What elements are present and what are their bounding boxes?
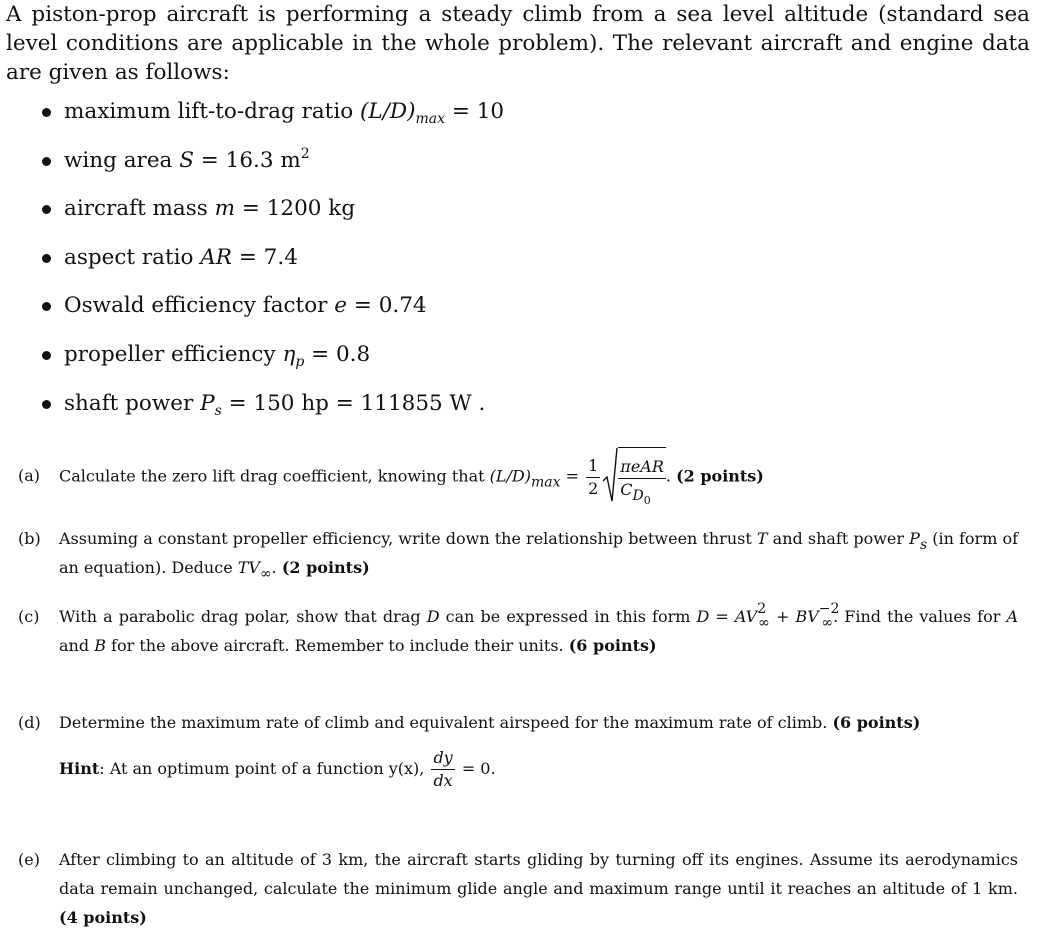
data-list <box>6 97 1030 437</box>
question-b: (b) Assuming a constant propeller efficiency, write down the relationship between thrust T and shaft power $P_s$ (in form of an equation). Deduce $TV_\infty$. (2 points) <box>18 529 1019 582</box>
bullet-icon <box>42 108 51 117</box>
list-item: wing area S = 16.3 $m^2$ <box>6 146 1030 195</box>
question-a: (a) Calculate the zero lift drag coefficient, knowing that $(L/D)_{max}$ = $\frac{1}{2}$ $\frac{\text{πeAR}}{C_{D0}}$ . (2 points) <box>18 447 1018 507</box>
bullet-icon <box>42 254 51 263</box>
fraction-half: $\frac{1}{2}$ <box>588 455 599 498</box>
list-item: Oswald efficiency factor e = 0.74 <box>6 291 1030 340</box>
list-item: shaft power $P_s = 150$ hp = 111855 W . <box>6 389 1030 438</box>
hint-line: Hint: At an optimum point of a function y(x), $\frac{dy}{dx}$ = 0. <box>59 748 496 790</box>
sqrt-expression: $\frac{\text{πeAR}}{C_{D0}}$ <box>602 447 666 507</box>
list-item: maximum lift-to-drag ratio $(L/D)_{max} = 10$ <box>6 97 1030 146</box>
list-item: aircraft mass m = 1200 kg <box>6 194 1030 243</box>
question-d: (d) Determine the maximum rate of climb and equivalent airspeed for the maximum rate of climb. (6 points) Hint: At an optimum point of a function y(x), $\frac{dy}{dx}$ = 0. <box>18 708 1018 792</box>
bullet-icon <box>42 351 51 360</box>
bullet-icon <box>42 157 51 166</box>
bullet-icon <box>42 302 51 311</box>
problem-page <box>6 0 1030 437</box>
list-item: aspect ratio AR = 7.4 <box>6 243 1030 292</box>
list-item: propeller efficiency $\eta_p = 0.8$ <box>6 340 1030 389</box>
radical-icon <box>602 447 618 503</box>
bullet-icon <box>42 205 51 214</box>
derivative-fraction: $\frac{dy}{dx}$ <box>433 748 453 790</box>
intro-paragraph: A piston-prop aircraft is performing a steady climb from a sea level altitude (standard sea level conditions are applicable in the whole problem). The relevant aircraft and engine data are given as follows: <box>6 2 1030 85</box>
bullet-icon <box>42 400 51 409</box>
question-c: (c) With a parabolic drag polar, show that drag D can be expressed in this form $D = AV^2_\infty + BV^{-2}_\infty$. Find the values for A and B for the above aircraft. Remember to include their units. (6 points) <box>18 601 1019 655</box>
question-e: (e) After climbing to an altitude of 3 km, the aircraft starts gliding by turning off its engines. Assume its aerodynamics data remain unchanged, calculate the minimum glide angle and maximum range until it reaches an altitude of 1 km. (4 points) <box>18 850 1018 927</box>
